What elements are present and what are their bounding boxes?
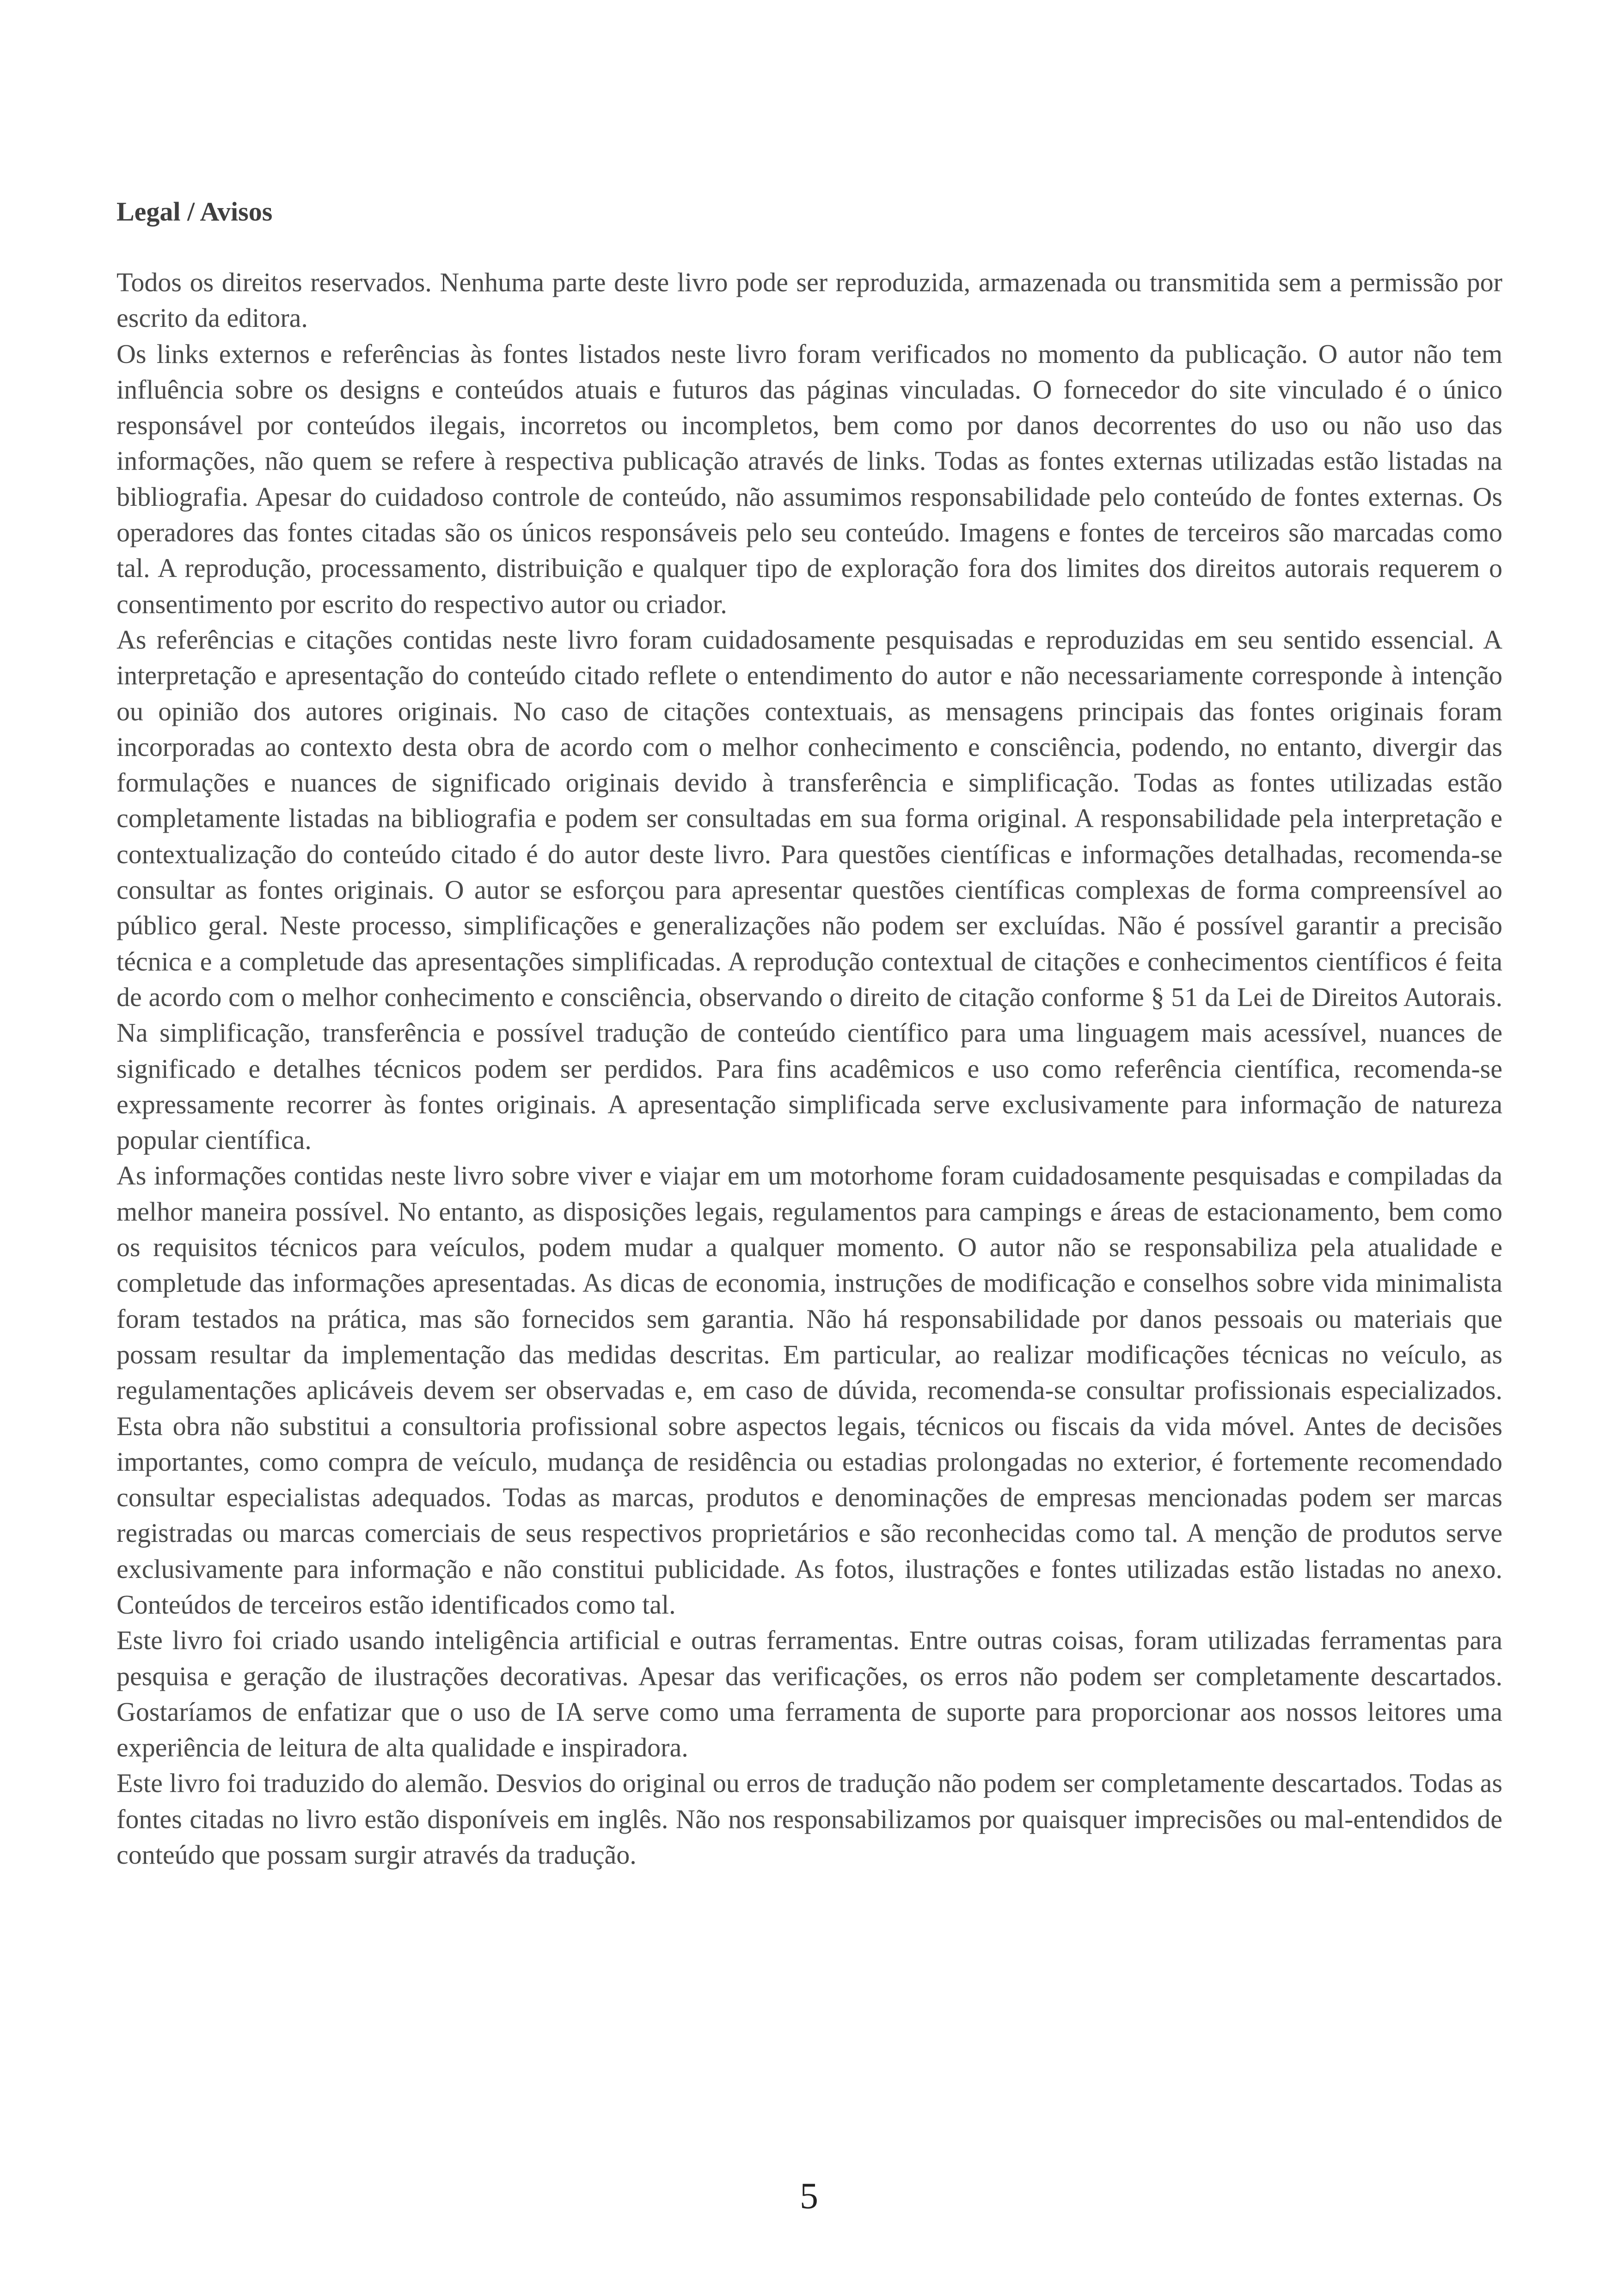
paragraph-motorhome-disclaimer: As informações contidas neste livro sobre viver e viajar em um motorhome foram cuidadosamente pesquisadas e compiladas da melhor maneira possível. No entanto, as disposições legais, regulamentos para campings e áreas de estacionamento, bem como os requisitos técnicos para veículos, podem mudar a qualquer momento. O autor não se responsabiliza pela atualidade e completude das informações apresentadas. As dicas de economia, instruções de modificação e conselhos sobre vida minimalista foram testados na prática, mas são fornecidos sem garantia. Não há responsabilidade por danos pessoais ou materiais que possam resultar da implementação das medidas descritas. Em particular, ao realizar modificações técnicas no veículo, as regulamentações aplicáveis devem ser observadas e, em caso de dúvida, recomenda-se consultar profissionais especializados. Esta obra não substitui a consultoria profissional sobre aspectos legais, técnicos ou fiscais da vida móvel. Antes de decisões importantes, como compra de veículo, mudança de residência ou estadias prolongadas no exterior, é fortemente recomendado consultar especialistas adequados. Todas as marcas, produtos e denominações de empresas mencionadas podem ser marcas registradas ou marcas comerciais de seus respectivos proprietários e são reconhecidas como tal. A menção de produtos serve exclusivamente para informação e não constitui publicidade. As fotos, ilustrações e fontes utilizadas estão listadas no anexo. Conteúdos de terceiros estão identificados como tal. — [116, 1160, 1502, 1620]
paragraph-citations: As referências e citações contidas neste livro foram cuidadosamente pesquisadas e reproduzidas em seu sentido essencial. A interpretação e apresentação do conteúdo citado reflete o entendimento do autor e não necessariamente corresponde à intenção ou opinião dos autores originais. No caso de citações contextuais, as mensagens principais das fontes originais foram incorporadas ao contexto desta obra de acordo com o melhor conhecimento e consciência, podendo, no entanto, divergir das formulações e nuances de significado originais devido à transferência e simplificação. Todas as fontes utilizadas estão completamente listadas na bibliografia e podem ser consultadas em sua forma original. A responsabilidade pela interpretação e contextualização do conteúdo citado é do autor deste livro. Para questões científicas e informações detalhadas, recomenda-se consultar as fontes originais. O autor se esforçou para apresentar questões científicas complexas de forma compreensível ao público geral. Neste processo, simplificações e generalizações não podem ser excluídas. Não é possível garantir a precisão técnica e a completude das apresentações simplificadas. A reprodução contextual de citações e conhecimentos científicos é feita de acordo com o melhor conhecimento e consciência, observando o direito de citação conforme § 51 da Lei de Direitos Autorais. Na simplificação, transferência e possível tradução de conteúdo científico para uma linguagem mais acessível, nuances de significado e detalhes técnicos podem ser perdidos. Para fins acadêmicos e uso como referência científica, recomenda-se expressamente recorrer às fontes originais. A apresentação simplificada serve exclusivamente para informação de natureza popular científica. — [116, 624, 1502, 1155]
paragraph-rights: Todos os direitos reservados. Nenhuma parte deste livro pode ser reproduzida, armazenada ou transmitida sem a permissão por escrito da editora. — [116, 267, 1502, 333]
paragraph-translation-notice: Este livro foi traduzido do alemão. Desvios do original ou erros de tradução não podem ser completamente descartados. Todas as fontes citadas no livro estão disponíveis em inglês. Não nos responsabilizamos por quaisquer imprecisões ou mal-entendidos de conteúdo que possam surgir através da tradução. — [116, 1768, 1502, 1870]
paragraph-external-links: Os links externos e referências às fontes listados neste livro foram verificados no momento da publicação. O autor não tem influência sobre os designs e conteúdos atuais e futuros das páginas vinculadas. O fornecedor do site vinculado é o único responsável por conteúdos ilegais, incorretos ou incompletos, bem como por danos decorrentes do uso ou não uso das informações, não quem se refere à respectiva publicação através de links. Todas as fontes externas utilizadas estão listadas na bibliografia. Apesar do cuidadoso controle de conteúdo, não assumimos responsabilidade pelo conteúdo de fontes externas. Os operadores das fontes citadas são os únicos responsáveis pelo seu conteúdo. Imagens e fontes de terceiros são marcadas como tal. A reprodução, processamento, distribuição e qualquer tipo de exploração fora dos limites dos direitos autorais requerem o consentimento por escrito do respectivo autor ou criador. — [116, 338, 1502, 619]
paragraph-ai-notice: Este livro foi criado usando inteligência artificial e outras ferramentas. Entre outras coisas, foram utilizadas ferramentas para pesquisa e geração de ilustrações decorativas. Apesar das verificações, os erros não podem ser completamente descartados. Gostaríamos de enfatizar que o uso de IA serve como uma ferramenta de suporte para proporcionar aos nossos leitores uma experiência de leitura de alta qualidade e inspiradora. — [116, 1625, 1502, 1763]
page-number: 5 — [800, 2176, 818, 2216]
page-content — [116, 194, 1502, 1872]
section-heading: Legal / Avisos — [116, 196, 273, 227]
